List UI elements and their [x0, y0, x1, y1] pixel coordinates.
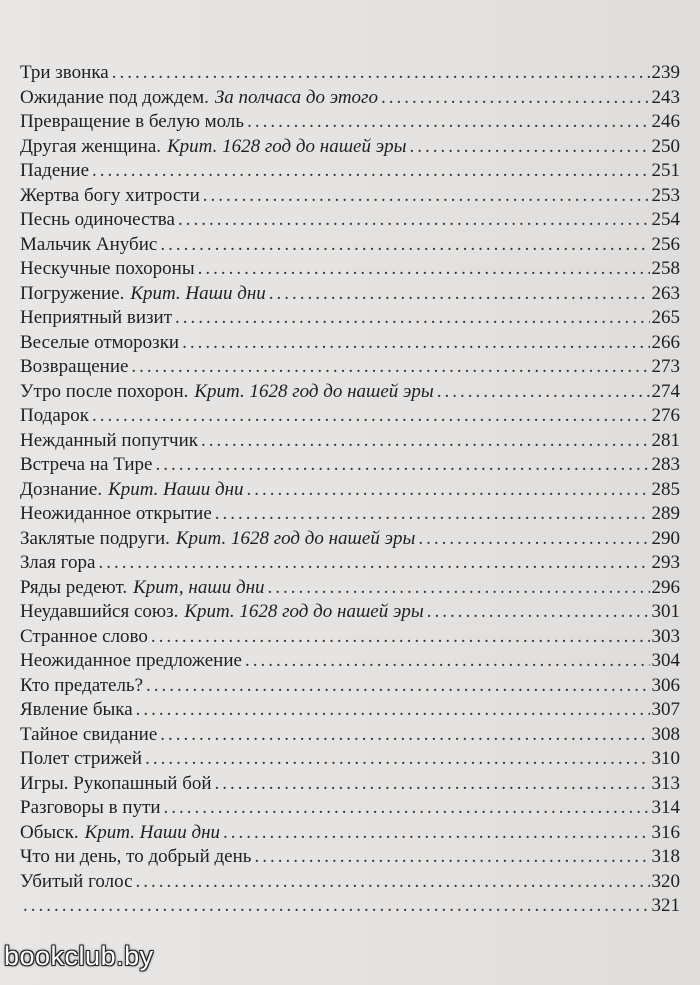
toc-dot-leader [245, 649, 650, 674]
toc-entry-page-number: 274 [651, 380, 680, 402]
toc-entry-page-number: 283 [651, 454, 680, 475]
toc-dot-leader [409, 135, 649, 160]
toc-entry [20, 772, 680, 797]
toc-entry-page-number: 313 [651, 772, 680, 794]
toc-dot-leader [269, 282, 650, 307]
toc-entry-page-number: 254 [651, 209, 680, 230]
toc-entry [20, 355, 680, 380]
toc-entry-page-number: 310 [651, 748, 680, 769]
toc-entry-title: Неудавшийся союз. [20, 601, 179, 622]
toc-entry [20, 453, 680, 478]
toc-entry-title: Тайное свидание [20, 723, 158, 745]
toc-dot-leader [175, 306, 650, 331]
watermark-logo: bookclub.by [4, 941, 154, 971]
toc-entry [20, 625, 680, 650]
toc-entry [20, 110, 680, 135]
toc-entry-page-number: 239 [651, 62, 680, 83]
toc-entry [20, 502, 680, 527]
toc-entry-title: Жертва богу хитрости [20, 184, 200, 206]
toc-entry-page-number: 256 [651, 233, 680, 255]
toc-dot-leader [215, 502, 650, 527]
toc-entry-page-number: 276 [651, 405, 680, 426]
toc-entry [20, 429, 680, 454]
toc-dot-leader [92, 404, 649, 429]
toc-entry-page-number: 303 [651, 625, 680, 647]
toc-entry-page-number: 253 [651, 184, 680, 206]
toc-entry [20, 61, 680, 86]
toc-entry-title: Погружение. [20, 282, 125, 304]
toc-entry-title: Веселые отморозки [20, 331, 180, 353]
toc-entry-title: Ожидание под дождем. [20, 86, 209, 108]
toc-entry-title: Ряды редеют. [20, 576, 128, 598]
toc-entry [20, 674, 680, 699]
toc-entry [20, 282, 680, 307]
toc-entry-page-number: 296 [651, 576, 680, 598]
toc-dot-leader [92, 159, 649, 184]
toc-entry-page-number: 308 [651, 723, 680, 745]
toc-entry [20, 331, 680, 356]
toc-entry-title: Утро после похорон. [20, 380, 189, 402]
toc-entry-title: Мальчик Анубис [20, 233, 158, 255]
toc-entry-subtitle: Крит. 1628 год до нашей эры [175, 527, 416, 549]
toc-entry-title: Злая гора [20, 552, 96, 573]
toc-entry [20, 233, 680, 258]
toc-dot-leader [247, 478, 650, 503]
toc-entry-title: Подарок [20, 405, 90, 426]
toc-entry-page-number: 251 [651, 160, 680, 181]
toc-entry-title: Нескучные похороны [20, 258, 195, 279]
toc-entry-title: Странное слово [20, 625, 148, 647]
toc-entry [20, 551, 680, 576]
toc-entry-title: Песнь одиночества [20, 209, 175, 230]
toc-dot-leader [160, 233, 649, 258]
toc-entry-page-number: 293 [651, 552, 680, 573]
toc-entry-title: Нежданный попутчик [20, 429, 198, 451]
toc-entry [20, 821, 680, 846]
toc-dot-leader [178, 208, 650, 233]
toc-entry [20, 184, 680, 209]
toc-entry-title: Игры. Рукопашный бой [20, 772, 212, 794]
toc-entry-page-number: 243 [651, 86, 680, 108]
toc-entry-subtitle: Крит. 1628 год до нашей эры [167, 135, 407, 157]
toc-entry-page-number: 320 [651, 870, 680, 892]
toc-entry-title: Заклятые подруги. [20, 527, 170, 549]
toc-dot-leader [136, 698, 650, 723]
toc-dot-leader [131, 355, 649, 380]
toc-dot-leader [155, 453, 649, 478]
toc-dot-leader [201, 429, 650, 454]
toc-dot-leader [198, 257, 650, 282]
toc-entry-page-number: 304 [651, 650, 680, 671]
toc-entry-page-number: 263 [651, 282, 680, 304]
toc-entry [20, 404, 680, 429]
toc-dot-leader [98, 551, 649, 576]
toc-entry-page-number: 307 [651, 699, 680, 720]
toc-entry-page-number: 301 [651, 601, 680, 622]
toc-dot-leader [215, 772, 650, 797]
toc-dot-leader [146, 674, 649, 699]
toc-entry-title: Превращение в белую моль [20, 111, 245, 132]
toc-entry [20, 135, 680, 160]
toc-dot-leader [151, 625, 650, 650]
toc-entry-title: Неприятный визит [20, 307, 172, 328]
toc-entry [20, 698, 680, 723]
toc-entry-title: Убитый голос [20, 870, 133, 892]
toc-entry [20, 306, 680, 331]
toc-entry [20, 380, 680, 405]
toc-dot-leader [254, 845, 649, 870]
toc-entry [20, 649, 680, 674]
toc-entry [20, 870, 680, 895]
toc-dot-leader [203, 184, 650, 209]
toc-dot-leader [247, 110, 649, 135]
toc-entry-title: Дознание. [20, 478, 103, 500]
toc-entry-title: Три звонка [20, 62, 109, 83]
toc-entry-page-number: 250 [651, 135, 680, 157]
toc-entry-subtitle: Крит. 1628 год до нашей эры [184, 601, 424, 622]
toc-dot-leader [427, 600, 650, 625]
toc-dot-leader [268, 576, 650, 601]
toc-dot-leader [437, 380, 650, 405]
toc-entry-title: Неожиданное предложение [20, 650, 242, 671]
toc-entry-title: Другая женщина. [20, 135, 162, 157]
toc-entry-page-number: 306 [651, 674, 680, 696]
toc-entry [20, 257, 680, 282]
toc-entry-page-number: 289 [651, 503, 680, 524]
toc-entry-page-number: 290 [651, 527, 680, 549]
toc-entry-subtitle: Крит. Наши дни [84, 821, 220, 843]
toc-entry [20, 894, 680, 919]
toc-entry-page-number: 265 [651, 307, 680, 328]
toc-entry-title: Падение [20, 160, 90, 181]
toc-entry-title: Что ни день, то добрый день [20, 846, 252, 867]
toc-entry-page-number: 285 [651, 478, 680, 500]
toc-entry-subtitle: За полчаса до этого [214, 86, 378, 108]
toc-entry-subtitle: Крит, наши дни [133, 576, 265, 598]
toc-entry [20, 845, 680, 870]
toc-dot-leader [136, 870, 650, 895]
toc-entry [20, 478, 680, 503]
toc-entry [20, 796, 680, 821]
toc-dot-leader [145, 747, 649, 772]
toc-entry-page-number: 273 [651, 356, 680, 377]
toc-dot-leader [23, 894, 650, 919]
toc-entry-page-number: 246 [651, 111, 680, 132]
toc-dot-leader [160, 723, 649, 748]
toc-entry-page-number: 258 [651, 258, 680, 279]
toc-entry-title: Обыск. [20, 821, 79, 843]
toc-entry [20, 86, 680, 111]
toc-entry-title: Неожиданное открытие [20, 503, 212, 524]
toc-dot-leader [381, 86, 650, 111]
toc-entry-subtitle: Крит. Наши дни [108, 478, 244, 500]
toc-entry-page-number: 314 [651, 797, 680, 818]
toc-entry [20, 208, 680, 233]
toc-entry [20, 159, 680, 184]
toc-entry-title: Явление быка [20, 699, 133, 720]
toc-entry-page-number: 321 [651, 895, 680, 916]
toc-entry-subtitle: Крит. Наши дни [130, 282, 266, 304]
toc-entry [20, 576, 680, 601]
toc-dot-leader [182, 331, 649, 356]
toc-entry-page-number: 318 [651, 846, 680, 867]
toc-dot-leader [112, 61, 650, 86]
toc-entry-title: Кто предатель? [20, 674, 144, 696]
toc-entry [20, 600, 680, 625]
toc-entry-subtitle: Крит. 1628 год до нашей эры [194, 380, 434, 402]
toc-dot-leader [223, 821, 650, 846]
toc-entry [20, 747, 680, 772]
toc-entry-page-number: 266 [651, 331, 680, 353]
toc-dot-leader [418, 527, 649, 552]
toc-entry-page-number: 316 [651, 821, 680, 843]
toc-entry [20, 723, 680, 748]
toc-entry-title: Полет стрижей [20, 748, 143, 769]
toc-entry [20, 527, 680, 552]
toc-entry-title: Встреча на Тире [20, 454, 153, 475]
toc-dot-leader [164, 796, 650, 821]
toc-entry-title: Разговоры в пути [20, 797, 161, 818]
toc-entry-page-number: 281 [651, 429, 680, 451]
table-of-contents [20, 61, 680, 919]
toc-entry-title: Возвращение [20, 356, 129, 377]
